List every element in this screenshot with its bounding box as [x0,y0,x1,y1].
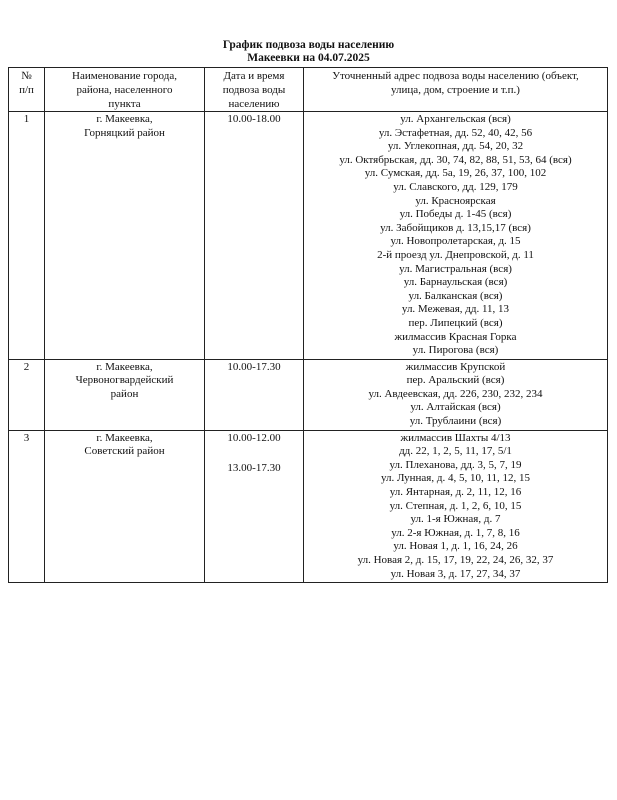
header-time-line: Дата и время [223,70,285,82]
address-line: пер. Аральский (вся) [406,374,505,387]
city-line: г. Макеевка, [96,360,153,373]
address-line: ул. Углекопная, дд. 54, 20, 32 [387,140,524,153]
address-line: ул. Лунная, д. 4, 5, 10, 11, 12, 15 [380,472,531,485]
header-address-line: Уточненный адрес подвоза воды населению (объект, [332,70,579,82]
address-line: ул. Новопролетарская, д. 15 [390,235,521,248]
row-addresses [304,112,608,360]
time-slot: 10.00-17.30 [227,360,281,373]
address-line: ул. Янтарная, д. 2, 11, 12, 16 [389,486,522,499]
city-line: Советский район [84,445,165,458]
city-line: Горняцкий район [84,126,165,139]
header-address-line: улица, дом, строение и т.п.) [391,84,520,96]
city-line: г. Макеевка, [96,431,153,444]
header-city-line: района, населенного [76,84,173,96]
time-slot: 10.00-18.00 [227,113,281,125]
address-line: ул. Новая 1, д. 1, 16, 24, 26 [393,540,518,553]
address-line: ул. Степная, д. 1, 2, 6, 10, 15 [389,499,522,512]
city-line: район [110,387,139,400]
header-time-line: подвоза воды [222,84,286,96]
row-addresses [304,359,608,430]
address-line: ул. Межевая, дд. 11, 13 [401,303,510,316]
time-slot: 10.00-12.00 [227,431,281,444]
address-line: ул. Победы д. 1-45 (вся) [399,208,512,221]
address-line: жилмассив Красная Горка [394,330,517,343]
row-number: 3 [9,430,45,583]
table-row [9,359,608,430]
row-city [45,430,205,583]
title-line-1: График подвоза воды населению [222,39,395,51]
row-number: 1 [9,112,45,360]
address-line: ул. Алтайская (вся) [410,401,501,414]
time-gap [207,445,301,462]
address-line: ул. Архангельская (вся) [400,113,511,125]
header-time [205,68,304,112]
table-row [9,112,608,360]
header-num-line: № [21,70,32,82]
address-line: ул. Новая 2, д. 15, 17, 19, 22, 24, 26, 32, 37 [357,554,554,566]
city-line: Червоногвардейский [75,374,174,387]
address-line: ул. Пирогова (вся) [412,344,499,357]
address-line: 2-й проезд ул. Днепровской, д. 11 [377,248,534,261]
header-num-line: п/п [19,84,34,96]
address-line: ул. Плеханова, дд. 3, 5, 7, 19 [389,458,522,471]
address-line: ул. Эстафетная, дд. 52, 40, 42, 56 [378,126,533,139]
row-city [45,112,205,360]
row-number: 2 [9,359,45,430]
address-line: ул. Октябрьская, дд. 30, 74, 82, 88, 51, 53, 64 (вся) [339,153,572,166]
header-city-line: пункта [108,98,141,110]
address-line: пер. Липецкий (вся) [408,316,503,329]
time-slot: 13.00-17.30 [227,462,281,475]
address-line: ул. Балканская (вся) [408,289,503,302]
address-line: ул. Авдеевская, дд. 226, 230, 232, 234 [368,387,543,400]
header-num [9,68,45,112]
address-line: жилмассив Шахты 4/13 [400,431,511,444]
header-time-line: населению [228,98,280,110]
address-line: ул. 1-я Южная, д. 7 [410,513,501,526]
title-line-2: Макеевки на 04.07.2025 [247,52,370,64]
address-line: ул. Славского, дд. 129, 179 [393,180,518,193]
header-city-line: Наименование города, [72,70,177,82]
address-line: жилмассив Крупской [405,360,506,373]
row-city [45,359,205,430]
row-time [205,112,304,360]
city-line: г. Макеевка, [96,113,153,125]
row-time [205,430,304,583]
row-addresses [304,430,608,583]
header-row [9,68,608,112]
address-line: ул. Красноярская [415,194,496,207]
address-line: ул. 2-я Южная, д. 1, 7, 8, 16 [391,526,520,539]
address-line: ул. Барнаульская (вся) [403,276,508,289]
address-line: ул. Трублаини (вся) [409,415,502,428]
address-line: ул. Забойщиков д. 13,15,17 (вся) [380,221,531,234]
header-city [45,68,205,112]
row-time [205,359,304,430]
document-title [0,39,617,65]
table-row [9,430,608,583]
address-line: ул. Сумская, дд. 5а, 19, 26, 37, 100, 102 [364,167,547,180]
header-address [304,68,608,112]
address-line: дд. 22, 1, 2, 5, 11, 17, 5/1 [399,445,512,458]
water-schedule-table [8,67,608,583]
address-line: ул. Новая 3, д. 17, 27, 34, 37 [390,567,521,580]
address-line: ул. Магистральная (вся) [399,262,512,275]
